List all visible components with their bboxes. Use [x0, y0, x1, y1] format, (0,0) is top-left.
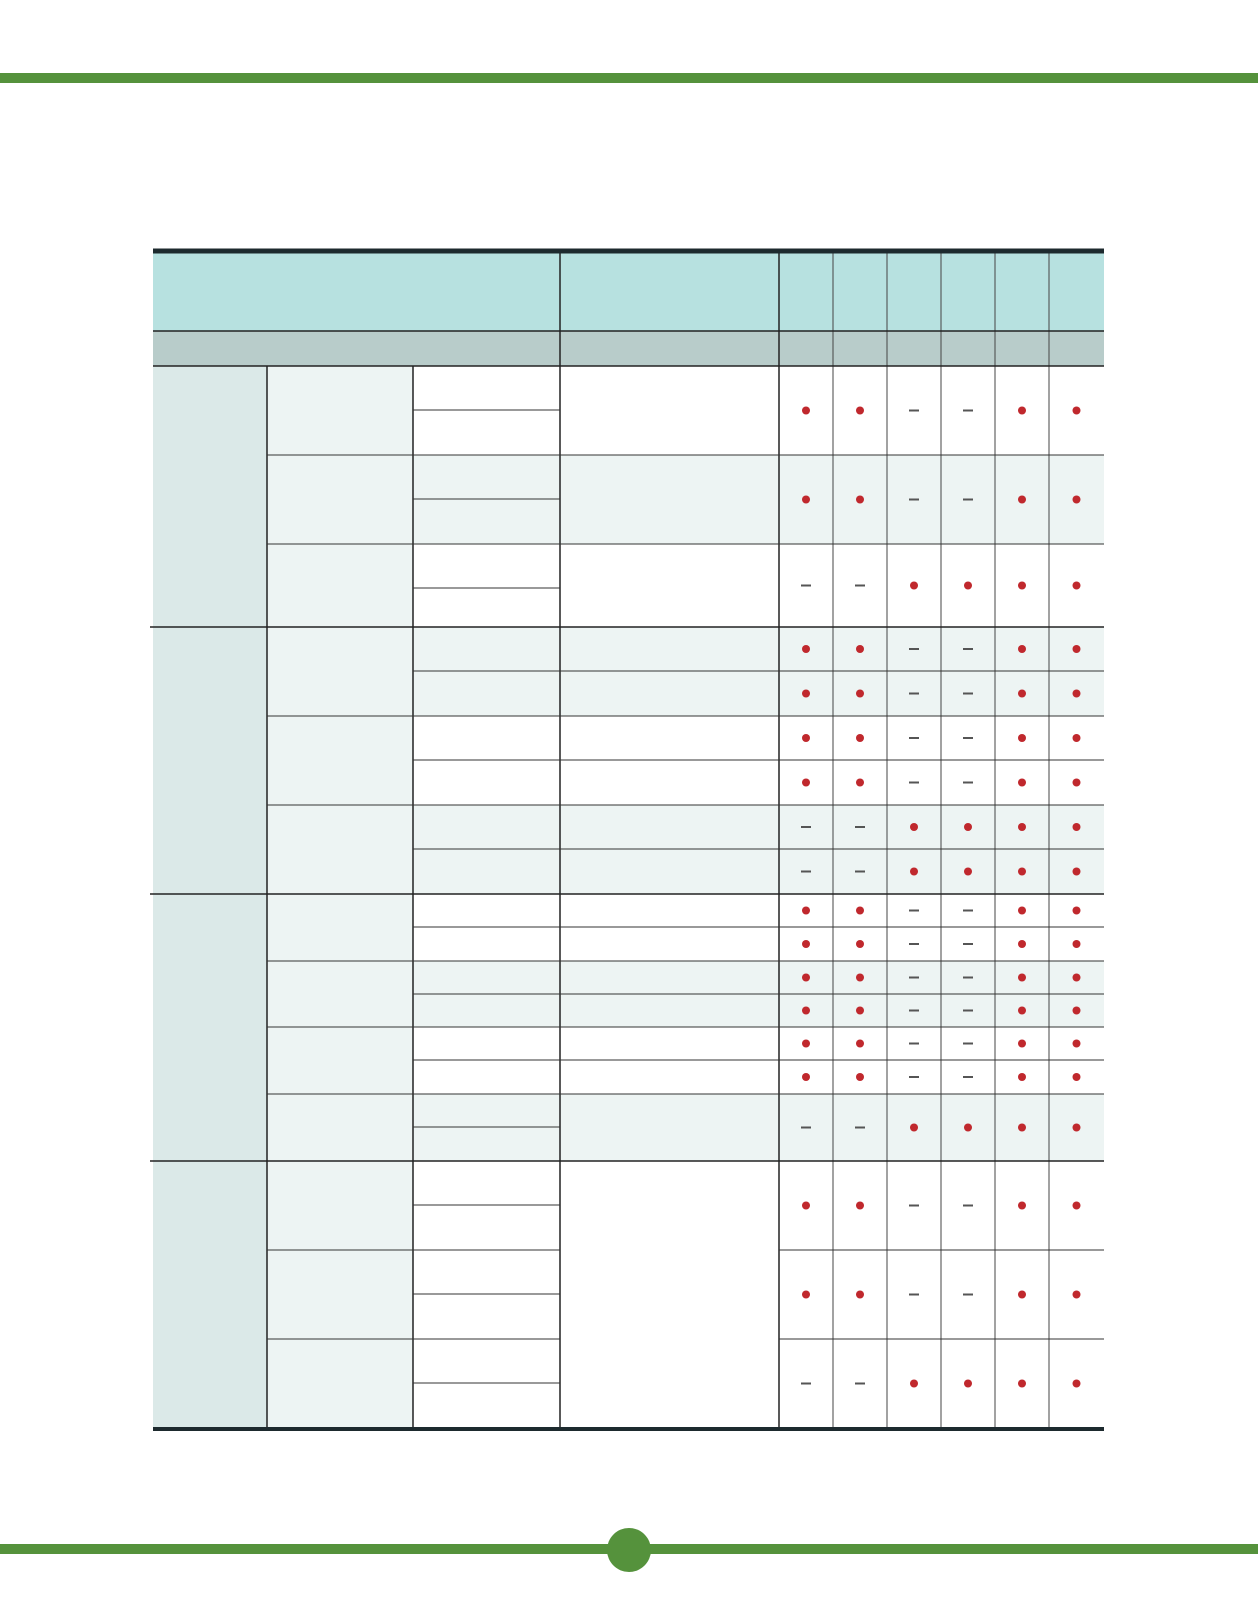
red-dot-icon: [1018, 823, 1026, 831]
red-dot-icon: [1073, 868, 1081, 876]
red-dot-icon: [1018, 974, 1026, 982]
red-dot-icon: [1018, 645, 1026, 653]
red-dot-icon: [802, 940, 810, 948]
red-dot-icon: [964, 868, 972, 876]
red-dot-icon: [856, 779, 864, 787]
subgroup-label-column: [267, 627, 413, 894]
red-dot-icon: [856, 734, 864, 742]
red-dot-icon: [1018, 1202, 1026, 1210]
red-dot-icon: [1073, 734, 1081, 742]
subgroup-label-column: [267, 366, 413, 627]
red-dot-icon: [802, 734, 810, 742]
red-dot-icon: [1018, 868, 1026, 876]
red-dot-icon: [1018, 690, 1026, 698]
table-header-band: [153, 251, 1104, 331]
red-dot-icon: [1018, 907, 1026, 915]
group-label-cell: [153, 627, 267, 894]
red-dot-icon: [856, 496, 864, 504]
red-dot-icon: [802, 907, 810, 915]
red-dot-icon: [910, 823, 918, 831]
red-dot-icon: [856, 690, 864, 698]
red-dot-icon: [802, 1040, 810, 1048]
red-dot-icon: [802, 645, 810, 653]
red-dot-icon: [1073, 407, 1081, 415]
red-dot-icon: [910, 582, 918, 590]
red-dot-icon: [1073, 779, 1081, 787]
red-dot-icon: [856, 407, 864, 415]
red-dot-icon: [964, 823, 972, 831]
red-dot-icon: [802, 974, 810, 982]
red-dot-icon: [856, 940, 864, 948]
red-dot-icon: [1018, 407, 1026, 415]
red-dot-icon: [1018, 940, 1026, 948]
red-dot-icon: [1073, 582, 1081, 590]
red-dot-icon: [1073, 1124, 1081, 1132]
red-dot-icon: [1018, 779, 1026, 787]
red-dot-icon: [1018, 1040, 1026, 1048]
red-dot-icon: [802, 407, 810, 415]
red-dot-icon: [856, 974, 864, 982]
group-label-cell: [153, 366, 267, 627]
red-dot-icon: [1073, 1202, 1081, 1210]
page-number-circle: [607, 1528, 651, 1572]
red-dot-icon: [856, 1007, 864, 1015]
red-dot-icon: [1073, 1007, 1081, 1015]
red-dot-icon: [1018, 1124, 1026, 1132]
red-dot-icon: [1073, 940, 1081, 948]
red-dot-icon: [802, 690, 810, 698]
red-dot-icon: [964, 582, 972, 590]
red-dot-icon: [856, 1040, 864, 1048]
red-dot-icon: [802, 1073, 810, 1081]
red-dot-icon: [856, 1291, 864, 1299]
group-label-cell: [153, 894, 267, 1161]
red-dot-icon: [1073, 907, 1081, 915]
red-dot-icon: [1018, 1073, 1026, 1081]
red-dot-icon: [910, 868, 918, 876]
red-dot-icon: [1018, 582, 1026, 590]
red-dot-icon: [1073, 1291, 1081, 1299]
red-dot-icon: [1073, 496, 1081, 504]
subgroup-label-column: [267, 1161, 413, 1428]
red-dot-icon: [856, 1073, 864, 1081]
group-label-cell: [153, 1161, 267, 1428]
red-dot-icon: [1018, 734, 1026, 742]
red-dot-icon: [802, 1291, 810, 1299]
red-dot-icon: [964, 1380, 972, 1388]
red-dot-icon: [1018, 1291, 1026, 1299]
red-dot-icon: [1073, 1040, 1081, 1048]
red-dot-icon: [1073, 645, 1081, 653]
red-dot-icon: [802, 779, 810, 787]
red-dot-icon: [1073, 1380, 1081, 1388]
section-header-band: [153, 331, 1104, 366]
red-dot-icon: [1073, 823, 1081, 831]
red-dot-icon: [1018, 1380, 1026, 1388]
red-dot-icon: [802, 496, 810, 504]
red-dot-icon: [802, 1007, 810, 1015]
red-dot-icon: [1018, 496, 1026, 504]
red-dot-icon: [856, 645, 864, 653]
red-dot-icon: [802, 1202, 810, 1210]
red-dot-icon: [910, 1124, 918, 1132]
red-dot-icon: [1073, 1073, 1081, 1081]
red-dot-icon: [910, 1380, 918, 1388]
red-dot-icon: [856, 907, 864, 915]
red-dot-icon: [1018, 1007, 1026, 1015]
red-dot-icon: [856, 1202, 864, 1210]
red-dot-icon: [1073, 974, 1081, 982]
red-dot-icon: [1073, 690, 1081, 698]
red-dot-icon: [964, 1124, 972, 1132]
